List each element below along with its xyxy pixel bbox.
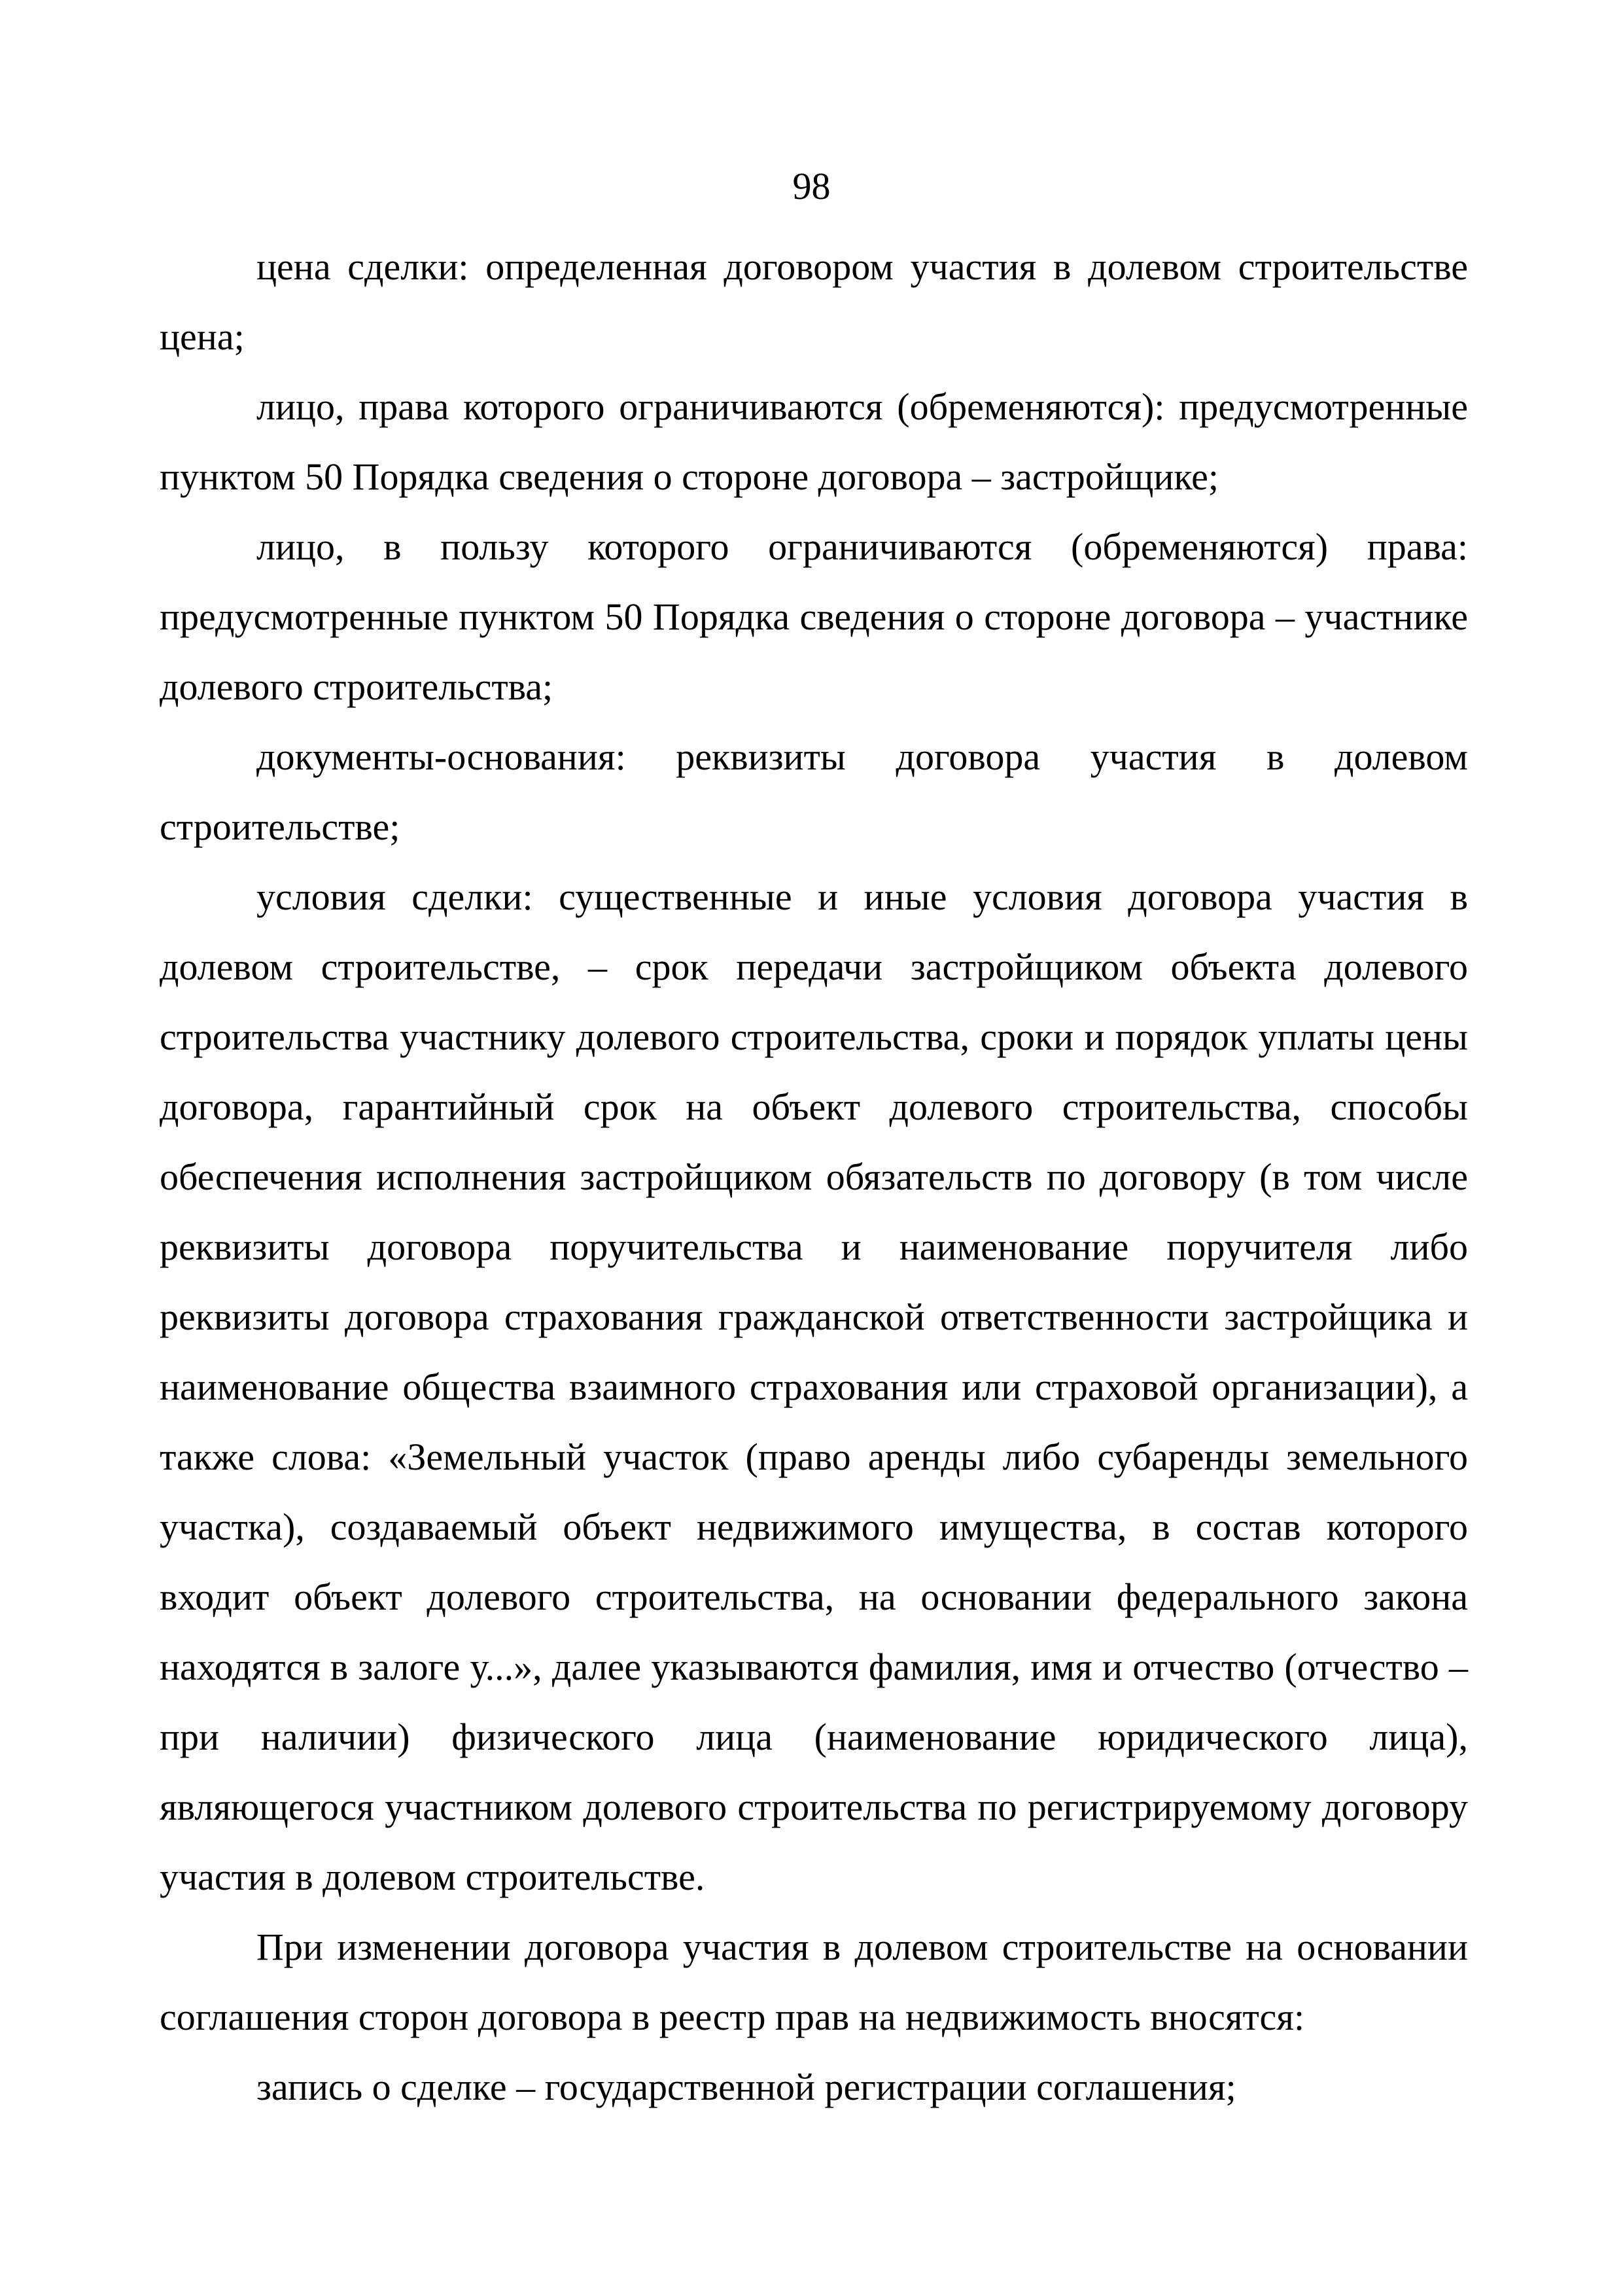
paragraph-deal-conditions: условия сделки: существенные и иные условия договора участия в долевом строительстве, – срок передачи застройщиком объекта долевого строительства участнику долевого строительства, сроки и порядок уплаты цены договора, гарантийный срок на объект долевого строительства, способы обеспечения исполнения застройщиком обязательств по договору (в том числе реквизиты договора поручительства и наименование поручителя либо реквизиты договора страхования гражданской ответственности застройщика и наименование общества взаимного страхования или страховой организации), а также слова: «Земельный участок (право аренды либо субаренды земельного участка), создаваемый объект недвижимого имущества, в состав которого входит объект долевого строительства, на основании федерального закона находятся в залоге у...», далее указываются фамилия, имя и отчество (отчество – при наличии) физического лица (наименование юридического лица), являющегося участником долевого строительства по регистрируемому договору участия в долевом строительстве. <box>160 875 1468 1898</box>
paragraph-basis-documents: документы-основания: реквизиты договора участия в долевом строительстве; <box>160 735 1468 848</box>
paragraph-restricted-person: лицо, права которого ограничиваются (обременяются): предусмотренные пунктом 50 Порядка сведения о стороне договора – застройщике; <box>160 385 1468 498</box>
document-body <box>160 232 1468 2122</box>
paragraph-beneficiary-person: лицо, в пользу которого ограничиваются (обременяются) права: предусмотренные пунктом 50 Порядка сведения о стороне договора – участнике долевого строительства; <box>160 525 1468 708</box>
paragraph-deal-price: цена сделки: определенная договором участия в долевом строительстве цена; <box>160 245 1468 358</box>
paragraph-deal-record: запись о сделке – государственной регистрации соглашения; <box>256 2066 1236 2108</box>
page-number: 98 <box>792 165 831 207</box>
paragraph-contract-change: При изменении договора участия в долевом строительстве на основании соглашения сторон договора в реестр прав на недвижимость вносятся: <box>160 1926 1468 2038</box>
